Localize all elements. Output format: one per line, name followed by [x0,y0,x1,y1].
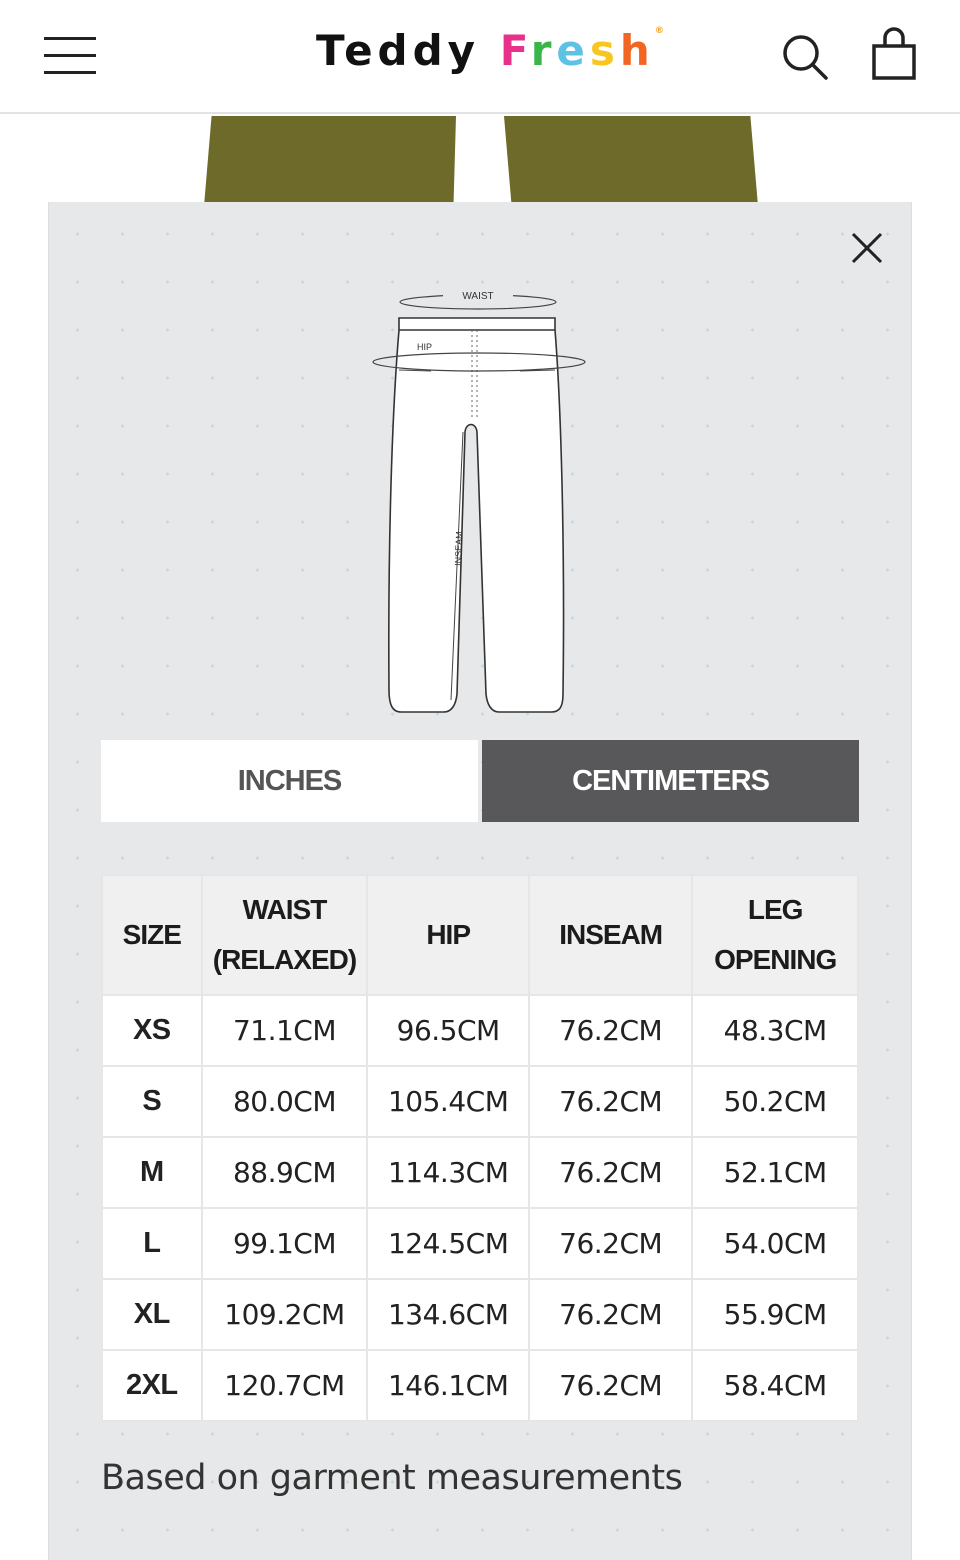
product-pants-left-leg [204,116,456,206]
logo-letters: h [619,26,655,75]
search-icon[interactable] [778,30,834,86]
close-icon[interactable] [849,230,885,266]
site-header [0,0,960,114]
table-row [102,1208,858,1279]
unit-toggle [101,740,859,822]
cell-inseam: 76.2CM [529,1208,692,1279]
cell-hip: 105.4CM [367,1066,529,1137]
column-header-hip: HIP [367,875,529,995]
logo-letters: s [589,26,620,75]
logo-letters: e [556,26,590,75]
cell-leg: 48.3CM [692,995,858,1066]
cell-inseam: 76.2CM [529,1137,692,1208]
cell-inseam: 76.2CM [529,1066,692,1137]
registered-mark: ® [654,26,664,36]
cell-size: S [102,1066,202,1137]
tab-centimeters[interactable]: CENTIMETERS [482,740,859,822]
cell-inseam: 76.2CM [529,1350,692,1421]
logo[interactable] [316,26,664,76]
cell-size: 2XL [102,1350,202,1421]
cell-hip: 134.6CM [367,1279,529,1350]
cell-size: L [102,1208,202,1279]
cell-hip: 114.3CM [367,1137,529,1208]
cell-leg: 58.4CM [692,1350,858,1421]
table-row [102,1066,858,1137]
cell-leg: 52.1CM [692,1137,858,1208]
cell-hip: 96.5CM [367,995,529,1066]
cell-size: M [102,1137,202,1208]
table-header-row [102,875,858,995]
product-image [0,116,960,206]
cell-inseam: 76.2CM [529,995,692,1066]
logo-letters: r [530,26,557,75]
waist-label: WAIST [462,291,494,302]
cell-waist: 120.7CM [202,1350,368,1421]
cell-waist: 109.2CM [202,1279,368,1350]
pants-measurement-diagram [365,284,593,716]
column-header-inseam: INSEAM [529,875,692,995]
hip-label: HIP [417,342,433,352]
tab-inches[interactable]: INCHES [101,740,478,822]
footnote: Based on garment measurements [101,1458,683,1498]
cell-waist: 88.9CM [202,1137,368,1208]
column-header-leg-opening: LEG OPENING [692,875,858,995]
size-table [101,874,859,1422]
logo-letters: Teddy [316,26,500,75]
cell-waist: 71.1CM [202,995,368,1066]
cell-leg: 54.0CM [692,1208,858,1279]
cell-size: XS [102,995,202,1066]
table-row [102,995,858,1066]
cell-size: XL [102,1279,202,1350]
logo-letters: F [499,26,531,75]
product-pants-right-leg [504,116,758,206]
cell-waist: 80.0CM [202,1066,368,1137]
column-header-waist: WAIST (RELAXED) [202,875,368,995]
column-header-size: SIZE [102,875,202,995]
cell-waist: 99.1CM [202,1208,368,1279]
table-row [102,1137,858,1208]
cell-leg: 50.2CM [692,1066,858,1137]
inseam-label: INSEAM [453,531,465,567]
hamburger-menu-icon[interactable] [44,36,96,76]
size-chart-modal [48,202,912,1560]
cell-hip: 146.1CM [367,1350,529,1421]
cell-inseam: 76.2CM [529,1279,692,1350]
table-row [102,1279,858,1350]
cell-leg: 55.9CM [692,1279,858,1350]
table-row [102,1350,858,1421]
shopping-bag-icon[interactable] [868,26,920,84]
cell-hip: 124.5CM [367,1208,529,1279]
